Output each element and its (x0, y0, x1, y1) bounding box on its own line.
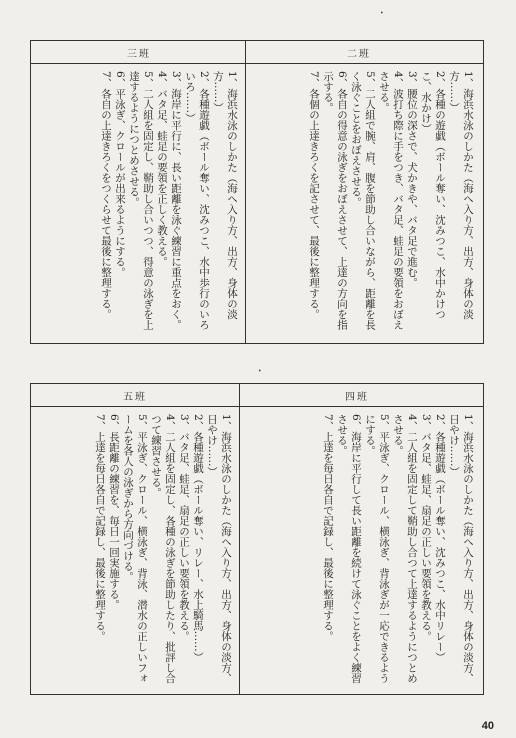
group-items (37, 71, 239, 337)
top-panel (30, 40, 484, 344)
list-item: 5、平泳ぎ、クロール、横泳ぎ、背泳、潜水の正しいフォームを各人の泳ぎから方向づける。 (122, 414, 148, 684)
list-item: 2、各種遊戯（ボール奪い、沈みつこ、水中歩行のいろいろ……） (184, 71, 210, 330)
list-item: 2、各種の遊戯（ボール奪い、沈みつこ、水中かけつこ、水かけ） (420, 71, 446, 320)
list-item: 3、バタ足、蛙足、扇足の正しい要領を教える。 (420, 414, 432, 642)
group-label: 三班 (127, 49, 151, 60)
list-item: 6、各自の得意の泳ぎをおぼえさせて、上達の方向を指示する。 (322, 71, 348, 330)
list-item: 1、海浜水泳のしかた（海へ入り方、出方、身体の淡方、日やけ……） (206, 414, 232, 684)
page-number: 40 (481, 720, 494, 732)
list-item: 5、二人組で腕、肩、腹を節助し合いながら、距離を長く泳ぐことをおぼえさせる。 (350, 71, 376, 330)
group-label: 五班 (123, 392, 147, 403)
list-item: 4、二人組を固定して鞘助し合つて上達するようにつとめさせる。 (392, 414, 418, 684)
list-item: 7、各自の上達きろくをつくらせて最後に整理する。 (100, 71, 112, 320)
list-item: 1、海浜水泳のしかた（海へ入り方、出方、身体の淡方、日やけ……） (448, 414, 474, 684)
bottom-panel (30, 383, 484, 695)
list-item: 7、上達を毎日各自で記録し、最後に整理する。 (94, 414, 106, 642)
list-item: 3、腰位の深さで、犬かきや、バタ足で進む。 (406, 71, 418, 288)
list-item: 6、長距離の練習を、毎日一回実施する。 (108, 414, 120, 610)
list-item: 1、海浜水泳のしかた（海へ入り方、出方、身体の淡方……） (448, 71, 474, 320)
group-items (37, 414, 233, 688)
list-item: 1、海浜水泳のしかた（海へ入り方、出方、身体の淡方……） (212, 71, 238, 320)
list-item: 6、平泳ぎ、クロールが出来るようにする。 (114, 71, 126, 278)
top-header-row (31, 41, 483, 64)
bottom-dot-mark: • (258, 368, 262, 375)
bottom-divider (239, 384, 240, 694)
bottom-header-row (31, 384, 483, 407)
list-item: 3、バタ足、蛙足、扇足の正しい要領を教える。 (178, 414, 190, 642)
list-item: 7、上達を毎日各自で記録し、最後に整理する。 (322, 414, 334, 642)
group-label: 四班 (345, 392, 369, 403)
list-item: 2、各種遊戯（ボール奪い、リレー、水上騎馬……） (192, 414, 204, 663)
list-item: 7、各個の上達きろくを記させて、最後に整理する。 (308, 71, 320, 320)
list-item: 3、海岸に平行に、長い距離を泳ぐ練習に重点をおく。 (170, 71, 182, 330)
group-items (253, 71, 475, 337)
list-item: 4、波打ち際に手をつき、バタ足、蛙足の要領をおぼえさせる。 (378, 71, 404, 330)
list-item: 4、バタ足、蛙足の要領を正しく教える。 (156, 71, 168, 267)
top-divider (245, 41, 246, 343)
list-item: 6、海岸に平行して長い距離を続けて泳ぐことをよく練習させる。 (336, 414, 362, 684)
group-items (247, 414, 475, 688)
top-dot-mark: • (380, 10, 384, 17)
list-item: 5、平泳ぎ、クロール、横泳ぎ、背泳ぎが一応できるようにする。 (364, 414, 390, 684)
list-item: 5、二人組を固定し、鞘助し合いつつ、得意の泳ぎを上達するようにつとめさせる。 (128, 71, 154, 330)
list-item: 4、二人組を固定し、各種の泳ぎを節助したり、批評し合つて練習させる。 (150, 414, 176, 684)
group-label: 二班 (347, 49, 371, 60)
list-item: 2、各種遊戯（ボール奪い、沈みつこ、水中リレー） (434, 414, 446, 663)
